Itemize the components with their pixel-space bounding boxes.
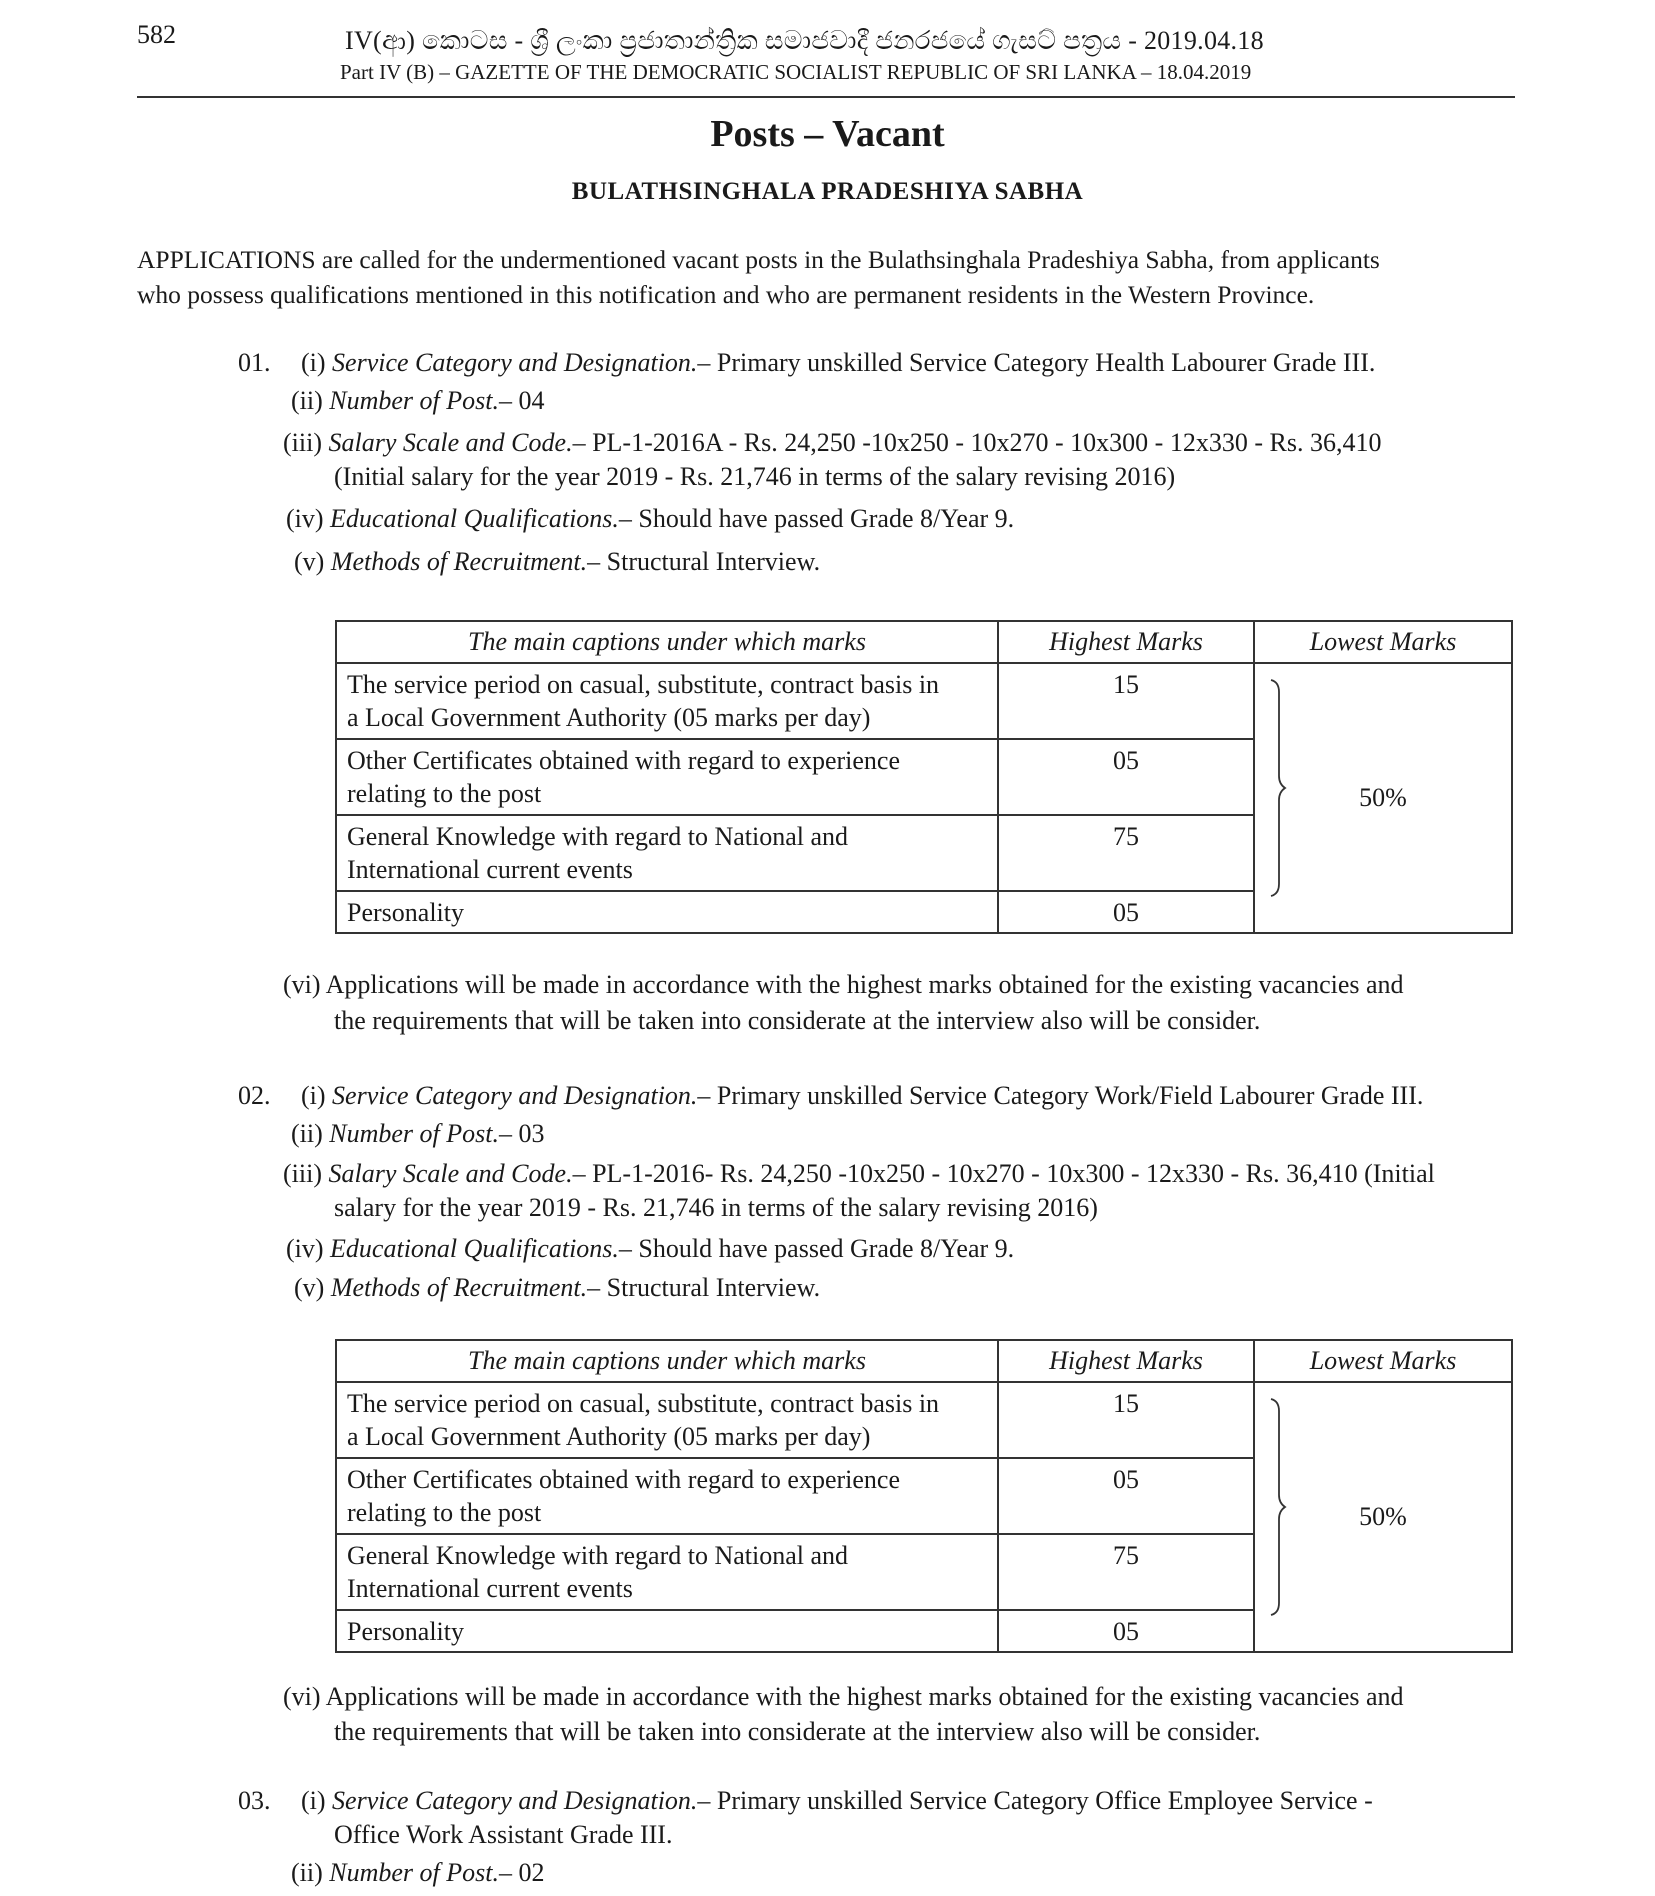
caption-cell: Personality — [336, 1610, 998, 1652]
table-row — [336, 663, 1512, 739]
item-text: Applications will be made in accordance with the highest marks obtained for the existing vacancies and — [325, 970, 1404, 999]
post-2-item-vi-cont: the requirements that will be taken into considerate at the interview also will be consider. — [334, 1717, 1261, 1746]
post-number: 02. — [238, 1081, 271, 1110]
item-label: Salary Scale and Code.– — [328, 428, 586, 457]
post-1-item-vi — [283, 968, 1404, 1002]
item-marker: (vi) — [283, 970, 321, 999]
item-text: Primary unskilled Service Category Health Labourer Grade III. — [710, 348, 1376, 377]
post-2-item-ii — [291, 1117, 545, 1151]
caption-cell: General Knowledge with regard to National and International current events — [336, 815, 998, 891]
post-number: 01. — [238, 348, 271, 377]
item-text: Should have passed Grade 8/Year 9. — [631, 504, 1015, 533]
item-label: Educational Qualifications.– — [330, 1234, 632, 1263]
caption-cell: Personality — [336, 891, 998, 933]
lowest-marks-cell — [1254, 663, 1512, 933]
item-marker: (i) — [301, 348, 326, 377]
item-marker: (v) — [294, 547, 325, 576]
caption-cell: Other Certificates obtained with regard to experience relating to the post — [336, 1458, 998, 1534]
item-label: Service Category and Designation.– — [332, 348, 711, 377]
caption-cell: The service period on casual, substitute, contract basis in a Local Government Authority (05 marks per day) — [336, 1382, 998, 1458]
page-title: Posts – Vacant — [710, 113, 945, 155]
post-3-item-i-cont: Office Work Assistant Grade III. — [334, 1820, 673, 1849]
gazette-header-english: Part IV (B) – GAZETTE OF THE DEMOCRATIC SOCIALIST REPUBLIC OF SRI LANKA – 18.04.2019 — [340, 60, 1252, 84]
post-2-item-vi — [283, 1680, 1404, 1714]
post-2-item-i — [301, 1079, 1423, 1113]
column-header: Lowest Marks — [1254, 621, 1512, 663]
marks-table — [335, 620, 1513, 934]
post-3-number — [238, 1784, 271, 1818]
post-1-item-iii — [283, 426, 1381, 460]
column-header: Highest Marks — [998, 621, 1254, 663]
post-number: 03. — [238, 1786, 271, 1815]
post-1-item-iii-cont: (Initial salary for the year 2019 - Rs. 21,746 in terms of the salary revising 2016) — [334, 462, 1176, 491]
caption-cell: General Knowledge with regard to National and International current events — [336, 1534, 998, 1610]
caption-cell: Other Certificates obtained with regard to experience relating to the post — [336, 739, 998, 815]
item-label: Number of Post.– — [329, 1858, 512, 1887]
item-label: Number of Post.– — [329, 1119, 512, 1148]
intro-line: APPLICATIONS are called for the undermentioned vacant posts in the Bulathsinghala Pradeshiya Sabha, from applicants — [137, 245, 1380, 274]
item-label: Service Category and Designation.– — [332, 1081, 711, 1110]
lowest-marks-value: 50% — [1359, 1502, 1407, 1531]
marks-table — [335, 1339, 1513, 1653]
item-text: 02 — [512, 1858, 545, 1887]
header-rule — [137, 96, 1515, 98]
page-number: 582 — [137, 20, 176, 49]
item-label: Service Category and Designation.– — [332, 1786, 711, 1815]
post-1-item-v — [294, 545, 820, 579]
post-2-item-iii — [283, 1157, 1435, 1191]
highest-marks-cell: 75 — [998, 1534, 1254, 1610]
post-1-item-ii — [291, 384, 545, 418]
post-1-item-iv — [286, 502, 1014, 536]
caption-cell: The service period on casual, substitute, contract basis in a Local Government Authority (05 marks per day) — [336, 663, 998, 739]
item-label: Educational Qualifications.– — [330, 504, 632, 533]
page-subtitle: BULATHSINGHALA PRADESHIYA SABHA — [571, 178, 1084, 205]
item-text: Structural Interview. — [600, 547, 821, 576]
item-marker: (iv) — [286, 1234, 324, 1263]
item-marker: (iii) — [283, 1159, 322, 1188]
gazette-header-sinhala: IV(ආ) කොටස - ශ්‍රී ලංකා ප්‍රජාතාන්ත්‍රික සමාජවාදී ජනරජයේ ගැසට් පත්‍රය - 2019.04.18 — [345, 26, 1264, 55]
post-3-item-i — [301, 1784, 1373, 1818]
item-marker: (vi) — [283, 1682, 321, 1711]
right-brace-icon — [1269, 1397, 1293, 1617]
item-label: Methods of Recruitment.– — [330, 1273, 601, 1302]
item-text: Primary unskilled Service Category Work/Field Labourer Grade III. — [710, 1081, 1424, 1110]
item-text: PL-1-2016- Rs. 24,250 -10x250 - 10x270 - 10x300 - 12x330 - Rs. 36,410 (Initial — [585, 1159, 1435, 1188]
item-marker: (ii) — [291, 386, 323, 415]
intro-line: who possess qualifications mentioned in this notification and who are permanent residents in the Western Province. — [137, 280, 1315, 309]
column-header: The main captions under which marks — [336, 1340, 998, 1382]
highest-marks-cell: 05 — [998, 739, 1254, 815]
item-text: Applications will be made in accordance with the highest marks obtained for the existing vacancies and — [325, 1682, 1404, 1711]
item-marker: (i) — [301, 1786, 326, 1815]
item-marker: (iii) — [283, 428, 322, 457]
item-marker: (ii) — [291, 1119, 323, 1148]
highest-marks-cell: 05 — [998, 891, 1254, 933]
item-marker: (i) — [301, 1081, 326, 1110]
lowest-marks-value: 50% — [1359, 783, 1407, 812]
item-text: 04 — [512, 386, 545, 415]
lowest-marks-cell — [1254, 1382, 1512, 1652]
item-text: PL-1-2016A - Rs. 24,250 -10x250 - 10x270 - 10x300 - 12x330 - Rs. 36,410 — [585, 428, 1382, 457]
table-header-row — [336, 1340, 1512, 1382]
highest-marks-cell: 15 — [998, 1382, 1254, 1458]
item-text: Structural Interview. — [600, 1273, 821, 1302]
item-label: Methods of Recruitment.– — [330, 547, 601, 576]
post-2-item-v — [294, 1271, 820, 1305]
item-text: Should have passed Grade 8/Year 9. — [631, 1234, 1015, 1263]
post-3-item-ii — [291, 1856, 545, 1890]
item-label: Number of Post.– — [329, 386, 512, 415]
item-marker: (iv) — [286, 504, 324, 533]
item-marker: (ii) — [291, 1858, 323, 1887]
highest-marks-cell: 05 — [998, 1458, 1254, 1534]
highest-marks-cell: 05 — [998, 1610, 1254, 1652]
table-header-row — [336, 621, 1512, 663]
item-marker: (v) — [294, 1273, 325, 1302]
post-2-item-iii-cont: salary for the year 2019 - Rs. 21,746 in terms of the salary revising 2016) — [334, 1193, 1098, 1222]
item-text: Primary unskilled Service Category Office Employee Service - — [710, 1786, 1373, 1815]
item-text: 03 — [512, 1119, 545, 1148]
table-row — [336, 1382, 1512, 1458]
item-label: Salary Scale and Code.– — [328, 1159, 586, 1188]
post-1-item-vi-cont: the requirements that will be taken into considerate at the interview also will be consider. — [334, 1006, 1261, 1035]
column-header: Lowest Marks — [1254, 1340, 1512, 1382]
highest-marks-cell: 15 — [998, 663, 1254, 739]
post-1-item-i — [238, 346, 271, 380]
right-brace-icon — [1269, 678, 1293, 898]
post-2-item-iv — [286, 1232, 1014, 1266]
post-1-item-i-text — [301, 346, 1375, 380]
highest-marks-cell: 75 — [998, 815, 1254, 891]
column-header: Highest Marks — [998, 1340, 1254, 1382]
post-2-number — [238, 1079, 271, 1113]
intro-paragraph — [137, 242, 1517, 312]
column-header: The main captions under which marks — [336, 621, 998, 663]
